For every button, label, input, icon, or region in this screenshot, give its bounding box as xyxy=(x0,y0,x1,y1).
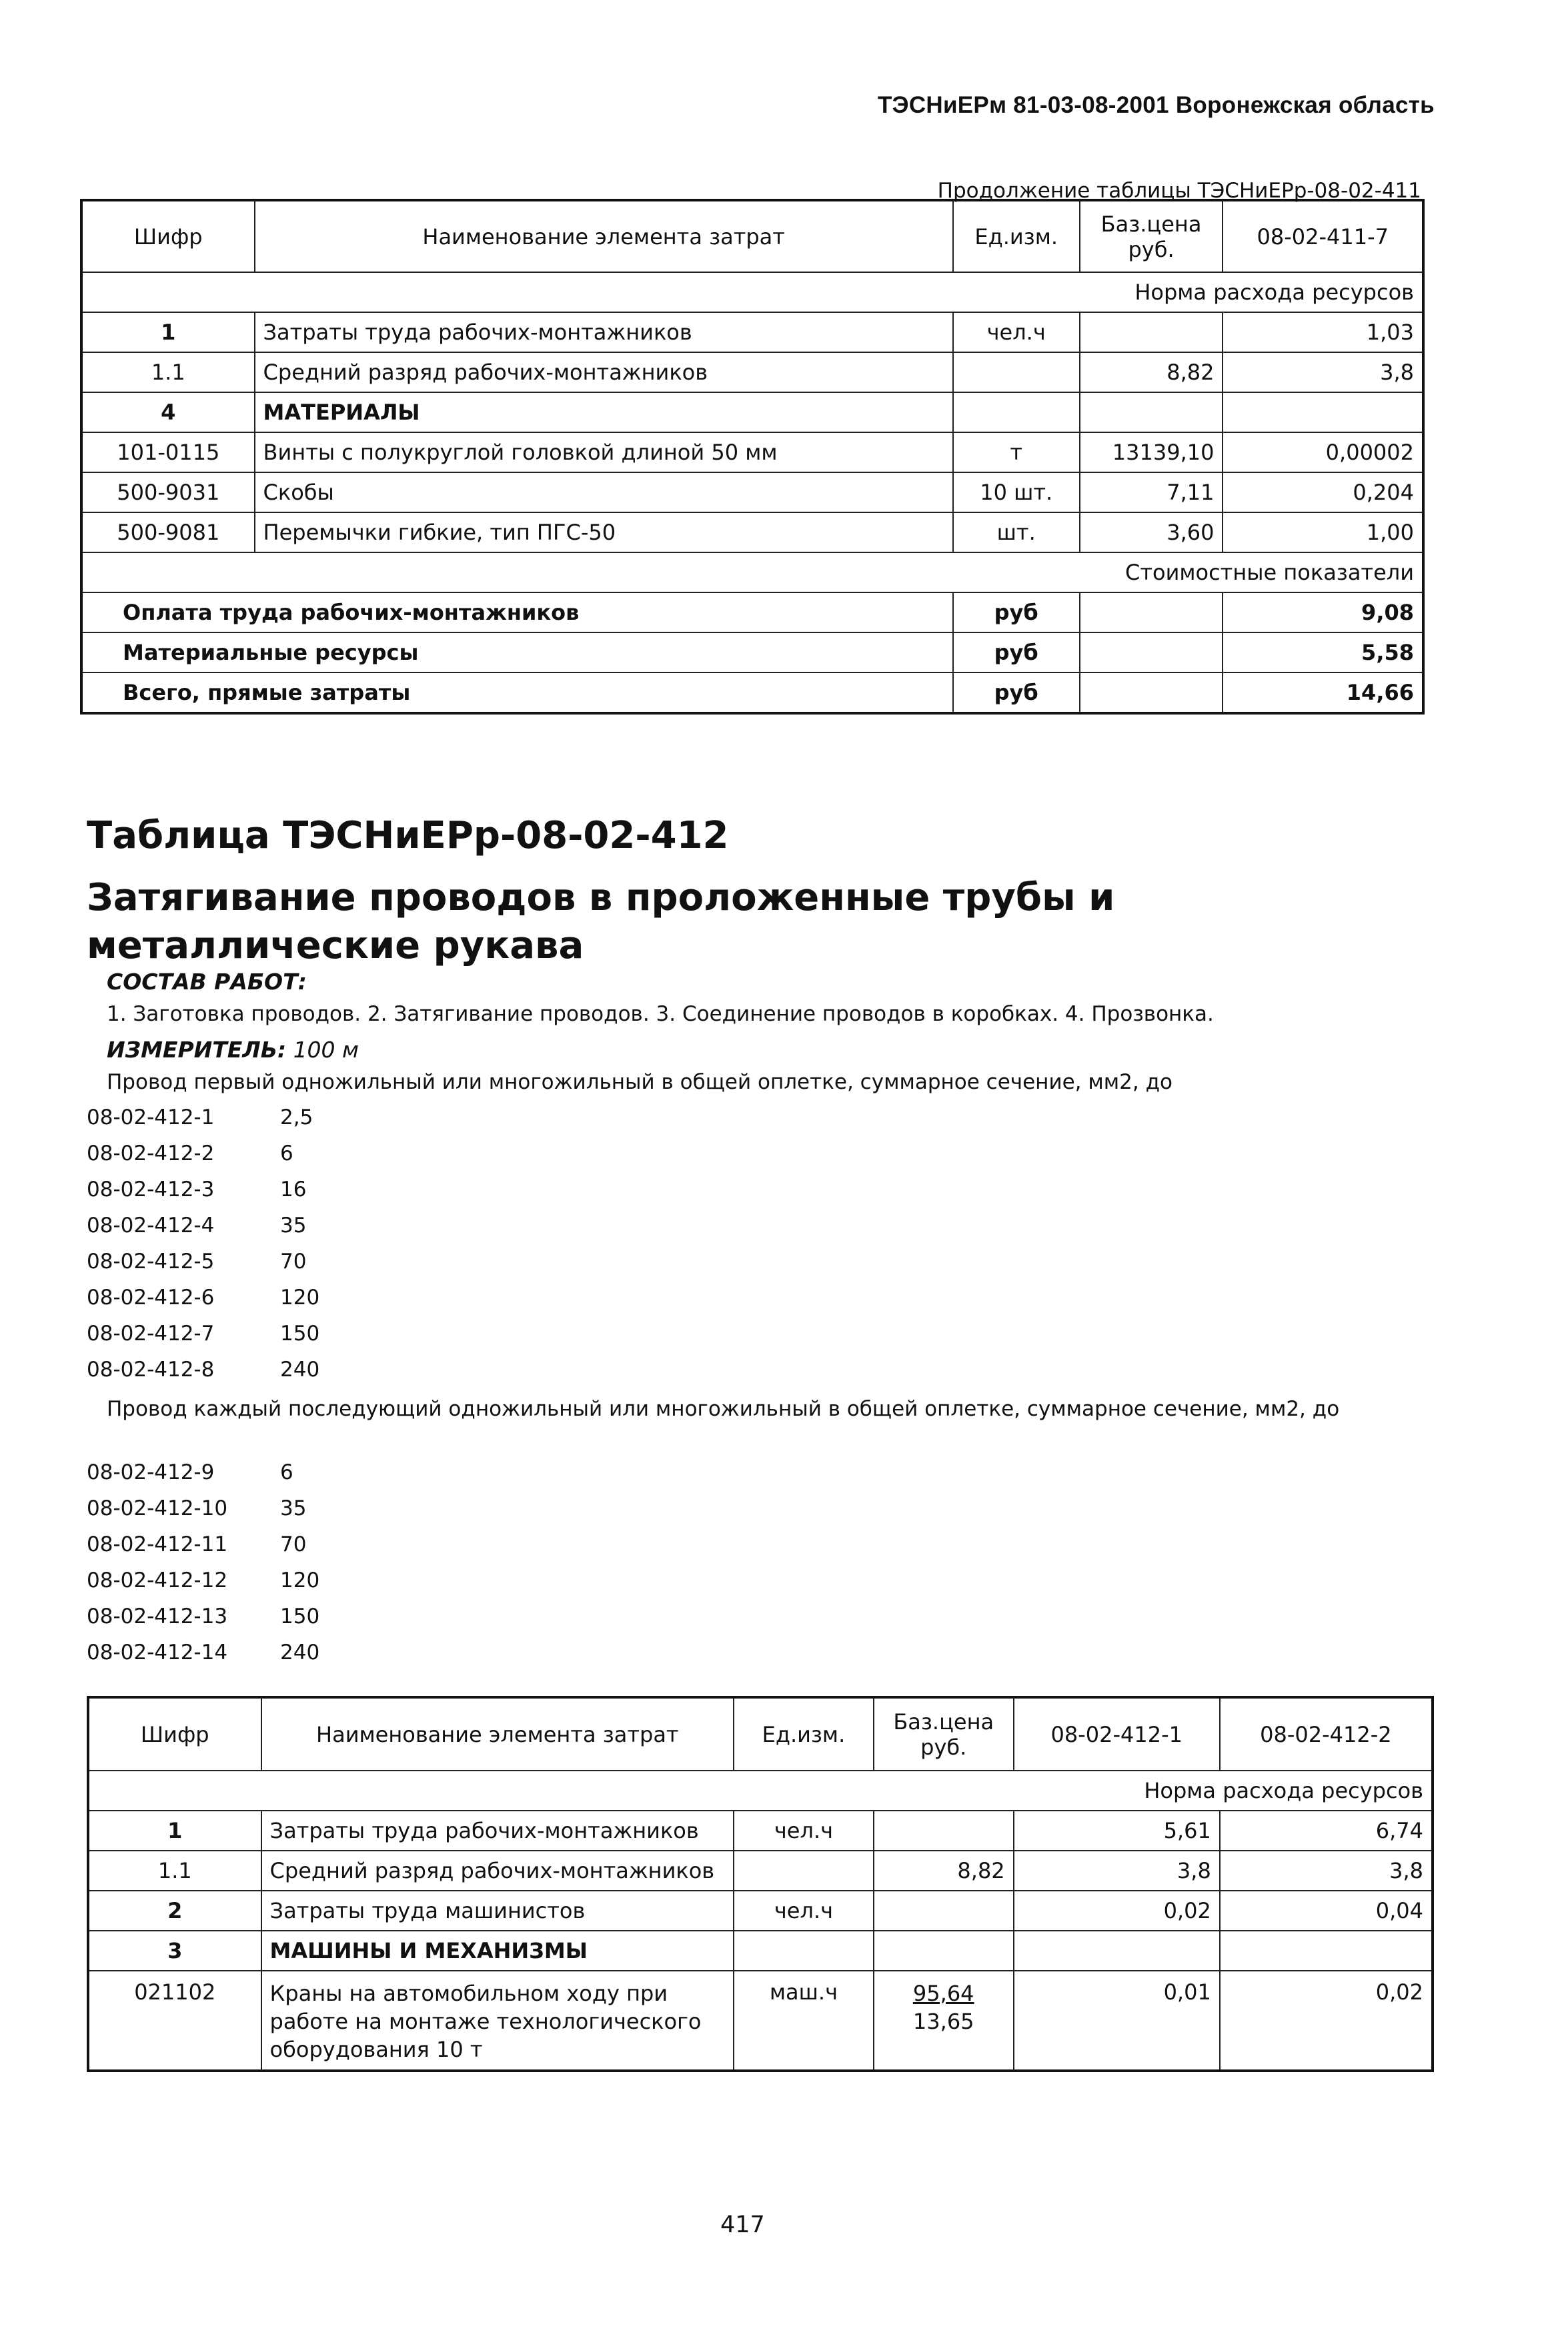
item-value: 2,5 xyxy=(280,1105,313,1129)
section-title: Затягивание проводов в проложенные трубы и металлические рукава xyxy=(87,876,1115,967)
item-value: 6 xyxy=(280,1460,293,1484)
table-row xyxy=(88,1971,1433,2071)
resource-table-412 xyxy=(87,1696,1434,2072)
description-next: Провод каждый последующий одножильный или многожильный в общей оплетке, суммарное сечение, мм2, до xyxy=(107,1397,1340,1421)
item-code: 08-02-412-6 xyxy=(87,1286,215,1310)
total-price-empty xyxy=(1080,632,1223,672)
row-code: 4 xyxy=(81,392,255,432)
item-value: 6 xyxy=(280,1141,293,1165)
item-value: 120 xyxy=(280,1568,320,1592)
row-unit: т xyxy=(953,432,1080,472)
item-code: 08-02-412-11 xyxy=(87,1532,228,1556)
item-code: 08-02-412-14 xyxy=(87,1641,228,1665)
row-unit xyxy=(953,392,1080,432)
row-unit: чел.ч xyxy=(734,1891,874,1931)
table-row xyxy=(81,512,1423,552)
item-code: 08-02-412-1 xyxy=(87,1105,215,1129)
total-name: Оплата труда рабочих-монтажников xyxy=(81,592,953,632)
total-value: 14,66 xyxy=(1223,672,1423,713)
row-value-2 xyxy=(1220,1931,1433,1971)
row-name: Средний разряд рабочих-монтажников xyxy=(261,1851,734,1891)
row-unit xyxy=(953,352,1080,392)
item-value: 35 xyxy=(280,1214,307,1238)
row-value-2: 6,74 xyxy=(1220,1811,1433,1851)
header-unit: Ед.изм. xyxy=(953,200,1080,272)
item-code: 08-02-412-2 xyxy=(87,1141,215,1165)
list-item xyxy=(87,1598,319,1634)
item-code: 08-02-412-5 xyxy=(87,1250,215,1274)
table-row xyxy=(88,1811,1433,1851)
resource-table-411 xyxy=(80,199,1425,715)
item-value: 240 xyxy=(280,1358,320,1382)
item-code: 08-02-412-12 xyxy=(87,1568,228,1592)
cost-label-row xyxy=(81,552,1423,592)
total-row xyxy=(81,672,1423,713)
list-item xyxy=(87,1099,319,1135)
row-price: 7,11 xyxy=(1080,472,1223,512)
row-name: Средний разряд рабочих-монтажников xyxy=(255,352,953,392)
composition-label: СОСТАВ РАБОТ: xyxy=(107,969,307,995)
item-code: 08-02-412-10 xyxy=(87,1496,228,1520)
list-item xyxy=(87,1316,319,1352)
header-norm-code-1: 08-02-412-1 xyxy=(1014,1697,1220,1771)
item-code: 08-02-412-4 xyxy=(87,1214,215,1238)
row-unit xyxy=(734,1851,874,1891)
total-price-empty xyxy=(1080,592,1223,632)
page-number: 417 xyxy=(720,2212,765,2238)
item-code: 08-02-412-3 xyxy=(87,1178,215,1202)
header-code: Шифр xyxy=(88,1697,261,1771)
list-item xyxy=(87,1352,319,1388)
price-bottom: 13,65 xyxy=(912,2009,974,2034)
row-code: 500-9031 xyxy=(81,472,255,512)
row-value-1: 5,61 xyxy=(1014,1811,1220,1851)
description-first: Провод первый одножильный или многожильный в общей оплетке, суммарное сечение, мм2, до xyxy=(107,1070,1172,1094)
row-value: 1,00 xyxy=(1223,512,1423,552)
list-item xyxy=(87,1634,319,1671)
row-value-2: 0,02 xyxy=(1220,1971,1433,2071)
row-code: 2 xyxy=(88,1891,261,1931)
row-name: МАТЕРИАЛЫ xyxy=(255,392,953,432)
list-item xyxy=(87,1208,319,1244)
item-value: 70 xyxy=(280,1532,307,1556)
continuation-label: Продолжение таблицы ТЭСНиЕРр-08-02-411 xyxy=(937,179,1421,203)
row-name: Краны на автомобильном ходу при работе на монтаже технологического оборудования 10 т xyxy=(261,1971,734,2071)
row-unit: чел.ч xyxy=(734,1811,874,1851)
row-code: 1 xyxy=(81,312,255,352)
total-unit: руб xyxy=(953,672,1080,713)
row-price xyxy=(874,1891,1014,1931)
table-title: Таблица ТЭСНиЕРр-08-02-412 xyxy=(87,814,729,857)
row-code: 1 xyxy=(88,1811,261,1851)
total-row xyxy=(81,592,1423,632)
total-row xyxy=(81,632,1423,672)
header-price: Баз.цена руб. xyxy=(874,1697,1014,1771)
row-code: 021102 xyxy=(88,1971,261,2071)
list-item xyxy=(87,1135,319,1172)
price-top: 95,64 xyxy=(912,1981,974,2006)
row-price xyxy=(1080,392,1223,432)
row-value-1 xyxy=(1014,1931,1220,1971)
code-list-next xyxy=(87,1454,319,1671)
row-value-2: 3,8 xyxy=(1220,1851,1433,1891)
item-value: 70 xyxy=(280,1250,307,1274)
list-item xyxy=(87,1280,319,1316)
total-unit: руб xyxy=(953,632,1080,672)
norm-label: Норма расхода ресурсов xyxy=(81,272,1423,312)
row-code: 500-9081 xyxy=(81,512,255,552)
item-code: 08-02-412-8 xyxy=(87,1358,215,1382)
row-value-1: 0,02 xyxy=(1014,1891,1220,1931)
header-name: Наименование элемента затрат xyxy=(261,1697,734,1771)
row-name: Винты с полукруглой головкой длиной 50 мм xyxy=(255,432,953,472)
code-list-first xyxy=(87,1099,319,1388)
item-value: 240 xyxy=(280,1641,320,1665)
norm-label: Норма расхода ресурсов xyxy=(88,1771,1433,1811)
row-price: 13139,10 xyxy=(1080,432,1223,472)
item-value: 16 xyxy=(280,1178,307,1202)
row-name: Скобы xyxy=(255,472,953,512)
row-value: 0,204 xyxy=(1223,472,1423,512)
document-header: ТЭСНиЕРм 81-03-08-2001 Воронежская область xyxy=(877,92,1435,118)
table-row xyxy=(81,432,1423,472)
total-value: 5,58 xyxy=(1223,632,1423,672)
table-header-row xyxy=(88,1697,1433,1771)
norm-label-row xyxy=(88,1771,1433,1811)
item-value: 150 xyxy=(280,1322,320,1346)
item-value: 35 xyxy=(280,1496,307,1520)
row-code: 3 xyxy=(88,1931,261,1971)
row-code: 101-0115 xyxy=(81,432,255,472)
total-name: Всего, прямые затраты xyxy=(81,672,953,713)
row-value-1: 3,8 xyxy=(1014,1851,1220,1891)
row-price xyxy=(874,1931,1014,1971)
row-value: 3,8 xyxy=(1223,352,1423,392)
row-price: 3,60 xyxy=(1080,512,1223,552)
row-value: 1,03 xyxy=(1223,312,1423,352)
row-unit: 10 шт. xyxy=(953,472,1080,512)
row-price xyxy=(874,1811,1014,1851)
row-unit xyxy=(734,1931,874,1971)
header-name: Наименование элемента затрат xyxy=(255,200,953,272)
total-value: 9,08 xyxy=(1223,592,1423,632)
table-row xyxy=(88,1931,1433,1971)
row-value-1: 0,01 xyxy=(1014,1971,1220,2071)
table-row xyxy=(81,472,1423,512)
table-row xyxy=(81,312,1423,352)
row-name: МАШИНЫ И МЕХАНИЗМЫ xyxy=(261,1931,734,1971)
row-name: Затраты труда рабочих-монтажников xyxy=(255,312,953,352)
composition-text: 1. Заготовка проводов. 2. Затягивание проводов. 3. Соединение проводов в коробках. 4. Прозвонка. xyxy=(107,1002,1214,1026)
header-norm-code-2: 08-02-412-2 xyxy=(1220,1697,1433,1771)
item-value: 120 xyxy=(280,1286,320,1310)
row-unit: чел.ч xyxy=(953,312,1080,352)
table-row xyxy=(81,352,1423,392)
header-norm-code: 08-02-411-7 xyxy=(1223,200,1423,272)
cost-label: Стоимостные показатели xyxy=(81,552,1423,592)
row-unit: маш.ч xyxy=(734,1971,874,2071)
row-value-2: 0,04 xyxy=(1220,1891,1433,1931)
row-code: 1.1 xyxy=(81,352,255,392)
row-price: 8,82 xyxy=(874,1851,1014,1891)
row-name: Затраты труда машинистов xyxy=(261,1891,734,1931)
list-item xyxy=(87,1244,319,1280)
row-value: 0,00002 xyxy=(1223,432,1423,472)
list-item xyxy=(87,1562,319,1598)
item-code: 08-02-412-13 xyxy=(87,1604,228,1628)
row-price xyxy=(874,1971,1014,2071)
row-unit: шт. xyxy=(953,512,1080,552)
row-price xyxy=(1080,312,1223,352)
row-value xyxy=(1223,392,1423,432)
table-row xyxy=(88,1891,1433,1931)
row-name: Перемычки гибкие, тип ПГС-50 xyxy=(255,512,953,552)
norm-label-row xyxy=(81,272,1423,312)
measure-line xyxy=(107,1037,359,1063)
item-value: 150 xyxy=(280,1604,320,1628)
list-item xyxy=(87,1490,319,1526)
row-code: 1.1 xyxy=(88,1851,261,1891)
list-item xyxy=(87,1526,319,1562)
row-name: Затраты труда рабочих-монтажников xyxy=(261,1811,734,1851)
list-item xyxy=(87,1172,319,1208)
measure-label: ИЗМЕРИТЕЛЬ: xyxy=(107,1037,287,1063)
total-name: Материальные ресурсы xyxy=(81,632,953,672)
total-unit: руб xyxy=(953,592,1080,632)
row-price: 8,82 xyxy=(1080,352,1223,392)
header-code: Шифр xyxy=(81,200,255,272)
header-price: Баз.цена руб. xyxy=(1080,200,1223,272)
total-price-empty xyxy=(1080,672,1223,713)
item-code: 08-02-412-9 xyxy=(87,1460,215,1484)
measure-value: 100 м xyxy=(293,1037,359,1063)
list-item xyxy=(87,1454,319,1490)
item-code: 08-02-412-7 xyxy=(87,1322,215,1346)
table-header-row xyxy=(81,200,1423,272)
table-row xyxy=(81,392,1423,432)
header-unit: Ед.изм. xyxy=(734,1697,874,1771)
table-row xyxy=(88,1851,1433,1891)
